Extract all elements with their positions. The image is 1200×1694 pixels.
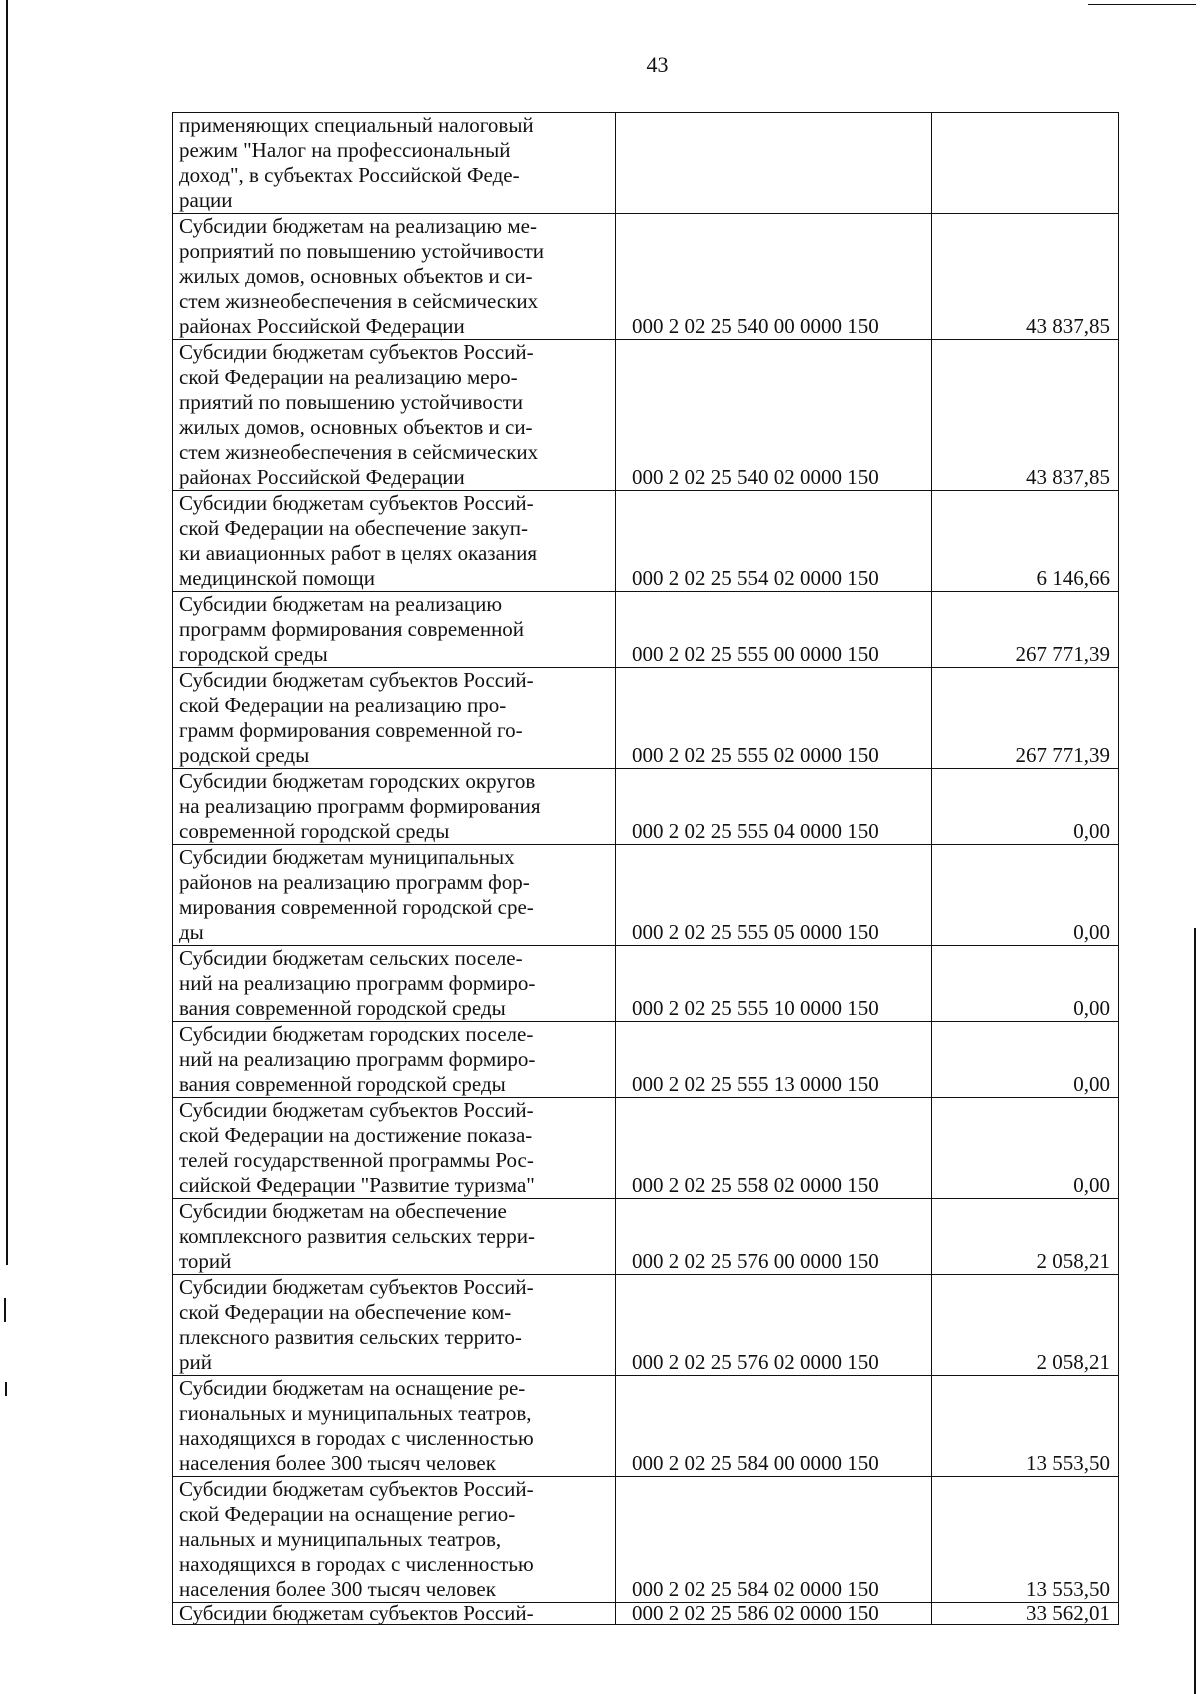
budget-code-cell: 000 2 02 25 555 04 0000 150 [616, 769, 932, 845]
amount-cell [932, 113, 1119, 214]
amount-cell: 267 771,39 [932, 592, 1119, 668]
income-name-cell: Субсидии бюджетам на обеспечение комплексного развития сельских терри- торий [173, 1199, 616, 1275]
amount-cell: 2 058,21 [932, 1275, 1119, 1376]
table-row [173, 1199, 1119, 1275]
budget-code-cell: 000 2 02 25 555 13 0000 150 [616, 1022, 932, 1098]
amount-cell: 0,00 [932, 946, 1119, 1022]
budget-code-cell: 000 2 02 25 555 00 0000 150 [616, 592, 932, 668]
budget-code-cell: 000 2 02 25 586 02 0000 150 [616, 1603, 932, 1625]
budget-revenue-table [172, 112, 1119, 1625]
table-row [173, 769, 1119, 845]
page-number: 43 [646, 52, 669, 77]
income-name-cell: Субсидии бюджетам субъектов Россий- ской Федерации на достижение показа- телей государственной программы Рос- сийской Федерации "Развитие туризма" [173, 1098, 616, 1199]
amount-cell: 0,00 [932, 1098, 1119, 1199]
table-row [173, 668, 1119, 769]
table-row [173, 113, 1119, 214]
table-row [173, 340, 1119, 491]
scan-edge-line [1194, 928, 1196, 1694]
budget-code-cell: 000 2 02 25 584 00 0000 150 [616, 1376, 932, 1477]
budget-code-cell: 000 2 02 25 555 05 0000 150 [616, 845, 932, 946]
income-name-cell: Субсидии бюджетам на реализацию программ формирования современной городской среды [173, 592, 616, 668]
scan-edge-mark [4, 1298, 6, 1322]
amount-cell: 43 837,85 [932, 340, 1119, 491]
table-row [173, 491, 1119, 592]
table-row [173, 1376, 1119, 1477]
budget-code-cell: 000 2 02 25 558 02 0000 150 [616, 1098, 932, 1199]
amount-cell: 0,00 [932, 845, 1119, 946]
table-row [173, 1477, 1119, 1603]
scan-edge-mark [5, 1382, 7, 1396]
table-row [173, 592, 1119, 668]
income-name-cell: Субсидии бюджетам на реализацию ме- роприятий по повышению устойчивости жилых домов, основных объектов и си- стем жизнеобеспечения в сейсмических районах Российской Федерации [173, 214, 616, 340]
budget-code-cell: 000 2 02 25 584 02 0000 150 [616, 1477, 932, 1603]
income-name-cell: Субсидии бюджетам субъектов Россий- ской Федерации на реализацию про- грамм формирования современной го- родской среды [173, 668, 616, 769]
amount-cell: 13 553,50 [932, 1477, 1119, 1603]
table-row [173, 214, 1119, 340]
income-name-cell: Субсидии бюджетам сельских поселе- ний на реализацию программ формиро- вания современной городской среды [173, 946, 616, 1022]
income-name-cell: Субсидии бюджетам муниципальных районов на реализацию программ фор- мирования современной городской сре- ды [173, 845, 616, 946]
table-row [173, 1098, 1119, 1199]
table-row [173, 845, 1119, 946]
table-row [173, 946, 1119, 1022]
income-name-cell: Субсидии бюджетам городских поселе- ний на реализацию программ формиро- вания современной городской среды [173, 1022, 616, 1098]
income-name-cell: Субсидии бюджетам субъектов Россий- ской Федерации на обеспечение ком- плексного развития сельских террито- рий [173, 1275, 616, 1376]
scan-edge-line [6, 0, 8, 1265]
income-name-cell: Субсидии бюджетам городских округов на реализацию программ формирования современной городской среды [173, 769, 616, 845]
budget-code-cell: 000 2 02 25 576 02 0000 150 [616, 1275, 932, 1376]
amount-cell: 13 553,50 [932, 1376, 1119, 1477]
table-row [173, 1603, 1119, 1625]
budget-code-cell: 000 2 02 25 555 02 0000 150 [616, 668, 932, 769]
budget-code-cell: 000 2 02 25 540 02 0000 150 [616, 340, 932, 491]
amount-cell: 6 146,66 [932, 491, 1119, 592]
income-name-cell: Субсидии бюджетам субъектов Россий- [173, 1603, 616, 1625]
budget-code-cell: 000 2 02 25 540 00 0000 150 [616, 214, 932, 340]
income-name-cell: Субсидии бюджетам субъектов Россий- ской Федерации на оснащение регио- нальных и муниципальных театров, находящихся в городах с численностью населения более 300 тысяч человек [173, 1477, 616, 1603]
budget-code-cell: 000 2 02 25 576 00 0000 150 [616, 1199, 932, 1275]
income-name-cell: применяющих специальный налоговый режим "Налог на профессиональный доход", в субъектах Российской Феде- рации [173, 113, 616, 214]
income-name-cell: Субсидии бюджетам субъектов Россий- ской Федерации на реализацию меро- приятий по повышению устойчивости жилых домов, основных объектов и си- стем жизнеобеспечения в сейсмических районах Российской Федерации [173, 340, 616, 491]
income-name-cell: Субсидии бюджетам субъектов Россий- ской Федерации на обеспечение закуп- ки авиационных работ в целях оказания медицинской помощи [173, 491, 616, 592]
scan-edge-line [1088, 4, 1196, 5]
amount-cell: 267 771,39 [932, 668, 1119, 769]
amount-cell: 43 837,85 [932, 214, 1119, 340]
amount-cell: 0,00 [932, 769, 1119, 845]
amount-cell: 33 562,01 [932, 1603, 1119, 1625]
table-row [173, 1022, 1119, 1098]
table-row [173, 1275, 1119, 1376]
income-name-cell: Субсидии бюджетам на оснащение ре- гиональных и муниципальных театров, находящихся в городах с численностью населения более 300 тысяч человек [173, 1376, 616, 1477]
amount-cell: 2 058,21 [932, 1199, 1119, 1275]
budget-code-cell: 000 2 02 25 554 02 0000 150 [616, 491, 932, 592]
budget-code-cell: 000 2 02 25 555 10 0000 150 [616, 946, 932, 1022]
amount-cell: 0,00 [932, 1022, 1119, 1098]
budget-code-cell [616, 113, 932, 214]
